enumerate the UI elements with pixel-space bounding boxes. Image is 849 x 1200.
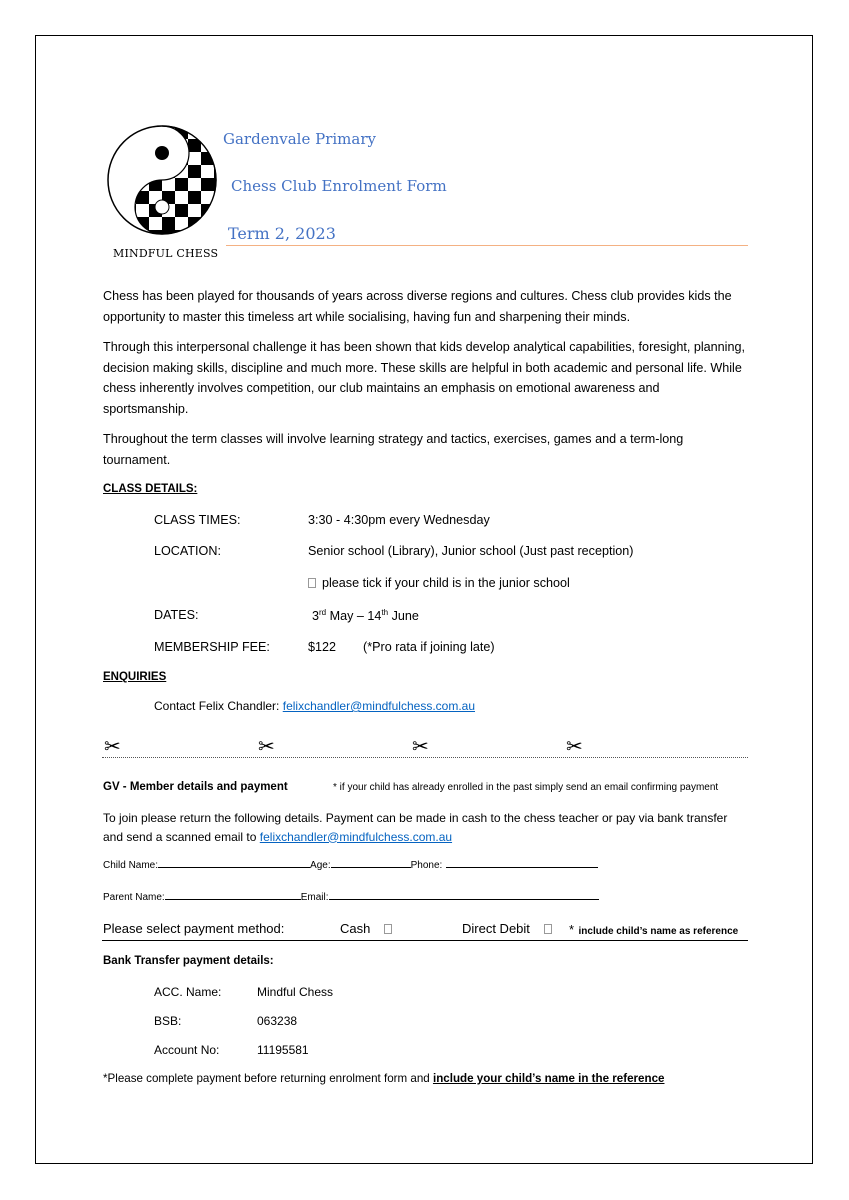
- school-name: Gardenvale Primary: [223, 130, 376, 148]
- dates-value: [312, 608, 419, 623]
- class-times-label: CLASS TIMES:: [154, 513, 241, 527]
- reference-note-text: include child’s name as reference: [578, 926, 739, 937]
- account-number-value: 11195581: [257, 1043, 309, 1057]
- payment-method-label: Please select payment method:: [103, 921, 285, 936]
- dates-start-day: 3: [312, 609, 320, 624]
- membership-fee-value: $122: [308, 640, 337, 654]
- join-instructions: [103, 809, 748, 846]
- bank-details-heading: Bank Transfer payment details:: [103, 955, 274, 967]
- payment-divider: [102, 940, 748, 941]
- location-value: Senior school (Library), Junior school (Just past reception): [308, 544, 634, 558]
- dates-end-suffix: th: [381, 608, 389, 617]
- payment-reference-note: [569, 921, 738, 939]
- parent-name-label: Parent Name:: [103, 892, 165, 903]
- junior-school-checkbox[interactable]: [308, 578, 316, 588]
- join-text: To join please return the following details. Payment can be made in cash to the chess teacher or pay via bank transfer and send a scanned email to: [103, 811, 728, 844]
- cash-checkbox[interactable]: [384, 924, 392, 934]
- direct-debit-label: Direct Debit: [462, 921, 530, 936]
- join-email-link[interactable]: felixchandler@mindfulchess.com.au: [259, 829, 453, 844]
- member-details-note: * if your child has already enrolled in the past simply send an email confirming payment: [333, 782, 719, 793]
- term-title: Term 2, 2023: [228, 224, 336, 243]
- class-details-heading: CLASS DETAILS:: [103, 483, 198, 495]
- intro-paragraph-1: Chess has been played for thousands of years across diverse regions and cultures. Chess club provides kids the opportunity to master this timeless art while socialising, having fun and sharpening their minds.: [103, 289, 732, 324]
- form-title: Chess Club Enrolment Form: [231, 177, 447, 195]
- bsb-value: 063238: [257, 1014, 298, 1028]
- direct-debit-checkbox[interactable]: [544, 924, 552, 934]
- phone-label: Phone:: [410, 860, 443, 871]
- bsb-label: BSB:: [154, 1014, 182, 1028]
- child-details-row: [103, 857, 598, 871]
- contact-email-link[interactable]: felixchandler@mindfulchess.com.au: [282, 699, 476, 713]
- scissors-icon: ✂: [258, 736, 275, 758]
- child-name-field[interactable]: [158, 857, 310, 868]
- dates-label: DATES:: [154, 608, 199, 622]
- dates-end: June: [388, 609, 419, 624]
- parent-name-field[interactable]: [165, 889, 301, 900]
- footer-note-emphasis: include your child’s name in the reference: [432, 1072, 665, 1085]
- mindful-chess-logo: [106, 124, 218, 236]
- payment-footer-note: [103, 1072, 664, 1085]
- junior-school-tick[interactable]: [308, 576, 570, 590]
- dates-middle: May – 14: [326, 609, 382, 624]
- contact-label: Contact Felix Chandler:: [154, 699, 283, 713]
- intro-paragraph-3: Throughout the term classes will involve learning strategy and tactics, exercises, games and a term-long tournament.: [103, 432, 684, 467]
- reference-star: *: [569, 922, 575, 937]
- dates-start-suffix: rd: [319, 608, 327, 617]
- enquiries-heading: ENQUIRIES: [103, 671, 167, 683]
- parent-email-field[interactable]: [329, 889, 599, 900]
- email-label: Email:: [300, 892, 329, 903]
- member-details-heading: GV - Member details and payment: [103, 781, 288, 793]
- intro-paragraph-2: Through this interpersonal challenge it has been shown that kids develop analytical capabilities, foresight, planning, decision making skills, discipline and much more. These skills are helpful in both academic and personal life. While chess inherently involves competition, our club maintains an emphasis on emotional awareness and sportsmanship.: [103, 340, 745, 416]
- enquiries-contact: [154, 699, 475, 713]
- phone-field[interactable]: [446, 857, 598, 868]
- cash-label: Cash: [340, 921, 371, 936]
- junior-school-tick-label: please tick if your child is in the junior school: [322, 576, 570, 590]
- footer-note-text: *Please complete payment before returning enrolment form and: [103, 1072, 433, 1085]
- child-name-label: Child Name:: [103, 860, 159, 871]
- age-field[interactable]: [331, 857, 411, 868]
- age-label: Age:: [310, 860, 331, 871]
- acc-name-label: ACC. Name:: [154, 985, 222, 999]
- payment-cash-option[interactable]: [340, 921, 398, 936]
- logo-text: MINDFUL CHESS: [113, 247, 219, 260]
- membership-fee-label: MEMBERSHIP FEE:: [154, 640, 270, 654]
- parent-details-row: [103, 889, 599, 903]
- location-label: LOCATION:: [154, 544, 221, 558]
- acc-name-value: Mindful Chess: [257, 985, 334, 999]
- account-number-label: Account No:: [154, 1043, 220, 1057]
- membership-fee-note: (*Pro rata if joining late): [363, 640, 495, 654]
- class-times-value: 3:30 - 4:30pm every Wednesday: [308, 513, 490, 527]
- cut-line: [102, 757, 748, 758]
- scissors-icon: ✂: [412, 736, 429, 758]
- scissors-icon: ✂: [566, 736, 583, 758]
- header-divider: [226, 245, 748, 246]
- payment-direct-debit-option[interactable]: [462, 921, 558, 936]
- scissors-icon: ✂: [104, 736, 121, 758]
